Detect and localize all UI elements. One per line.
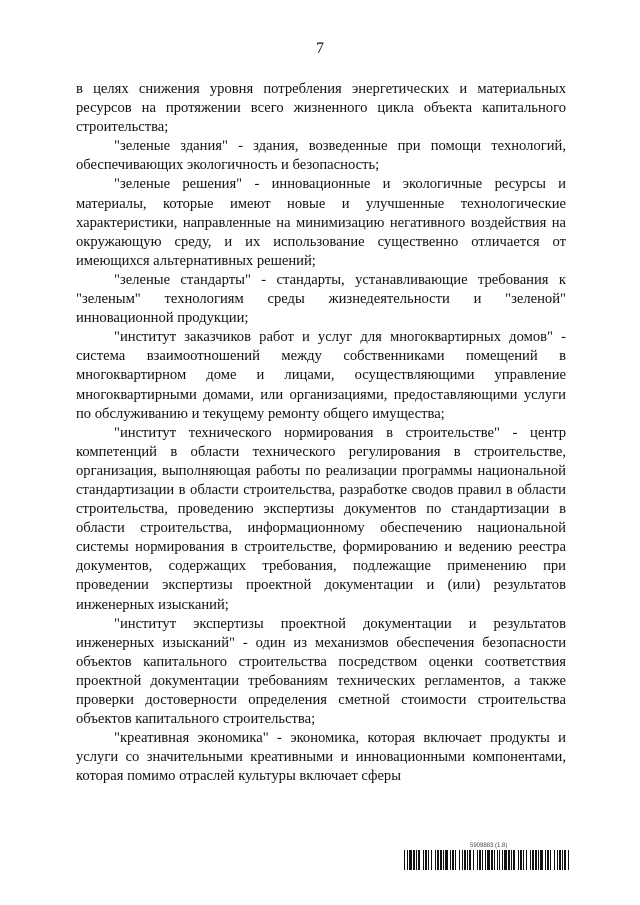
barcode-bar [423,850,424,870]
document-code: 5909883 (1.8) [470,843,508,849]
barcode-bar [413,850,415,870]
barcode-bar [538,850,539,870]
paragraph-7: "институт экспертизы проектной документации и результатов инженерных изысканий" - один из механизмов обеспечения безопасности объектов капитального строительства посредством оценки соответствия проектной документации требованиям технических регламентов, а также проверки достоверности определения сметной стоимости строительства объектов капитального строительства; [76,615,566,728]
barcode-bar [459,850,460,870]
page-number: 7 [316,40,324,57]
barcode-bar [547,850,549,870]
barcode-bar [532,850,534,870]
barcode-bar [425,850,427,870]
barcode-bar [437,850,439,870]
barcode-bar [540,850,543,870]
paragraph-6: "институт технического нормирования в строительстве" - центр компетенций в области технического регулирования в строительстве, организация, выполняющая работы по реализации программы национальной стандартизации в области строительства, разработке сводов правил в области строительства, проведению экспертизы документов по стандартизации в области строительства, информационному обеспечению национальной системы нормирования в строительстве, формированию и ведению реестра документов, содержащих требования, подлежащие применению при проведении экспертизы проектной документации и (или) результатов инженерных изысканий; [76,424,566,613]
barcode-bar [559,850,561,870]
barcode-bar [416,850,417,870]
paragraph-4: "зеленые стандарты" - стандарты, устанавливающие требования к "зеленым" технологиям среды жизнедеятельности и "зеленой" инновационной продукции; [76,271,566,327]
barcode-bar [523,850,524,870]
barcode-bar [491,850,493,870]
barcode-bar [513,850,515,870]
barcode-bar [564,850,566,870]
barcode-bar [494,850,495,870]
paragraph-5: "институт заказчиков работ и услуг для многоквартирных домов" - система взаимоотношений между собственниками помещений в многоквартирном доме и лицами, осуществляющими управление многоквартирными домами, или организациями, предоставляющими услуги по обслуживанию и текущему ремонту общего имущества; [76,329,566,422]
barcode-bar [479,850,481,870]
paragraph-2: "зеленые здания" - здания, возведенные при помощи технологий, обеспечивающих экологичность и безопасность; [76,138,566,174]
barcode-bar [464,850,466,870]
barcode-bar [407,850,408,870]
barcode-bar [440,850,442,870]
barcode-bar [511,850,512,870]
paragraph-1: в целях снижения уровня потребления энергетических и материальных ресурсов на протяжении всего жизненного цикла объекта капитального строительства; [76,81,566,136]
barcode-bar [428,850,429,870]
barcode-bar [431,850,432,870]
barcode-bar [445,850,448,870]
barcode-bar [418,850,420,870]
barcode-bar [450,850,451,870]
barcode-bar [562,850,563,870]
barcode-bar [409,850,412,870]
barcode-bar [462,850,463,870]
barcode-bar [485,850,486,870]
barcode-bar [535,850,537,870]
barcode-bar [497,850,498,870]
paragraph-8: "креативная экономика" - экономика, которая включает продукты и услуги со значительными креативными и инновационными компонентами, которая помимо отраслей культуры включает сферы [76,730,566,785]
barcode-bar [469,850,471,870]
barcode-bar [443,850,444,870]
barcode-bar [557,850,558,870]
barcode-bar [554,850,555,870]
barcode-bar [477,850,478,870]
barcode-bar [518,850,519,870]
barcode-bar [520,850,522,870]
barcode [404,850,572,870]
paragraph-3: "зеленые решения" - инновационные и экологичные ресурсы и материалы, которые имеют новые и улучшенные технологические характеристики, направленные на минимизацию негативного воздействия на окружающую среду, и их использование существенно отличается от имеющихся альтернативных решений; [76,176,566,269]
barcode-bar [467,850,468,870]
barcode-bar [487,850,490,870]
barcode-bar [568,850,569,870]
barcode-bar [404,850,405,870]
barcode-bar [473,850,474,870]
barcode-bar [482,850,483,870]
barcode-bar [508,850,510,870]
barcode-bar [550,850,551,870]
barcode-bar [435,850,436,870]
barcode-bar [452,850,454,870]
barcode-bar [545,850,546,870]
document-body [76,80,566,786]
barcode-bar [504,850,507,870]
barcode-bar [502,850,503,870]
barcode-bar [526,850,527,870]
barcode-bar [455,850,456,870]
barcode-bar [499,850,500,870]
barcode-bar [530,850,531,870]
